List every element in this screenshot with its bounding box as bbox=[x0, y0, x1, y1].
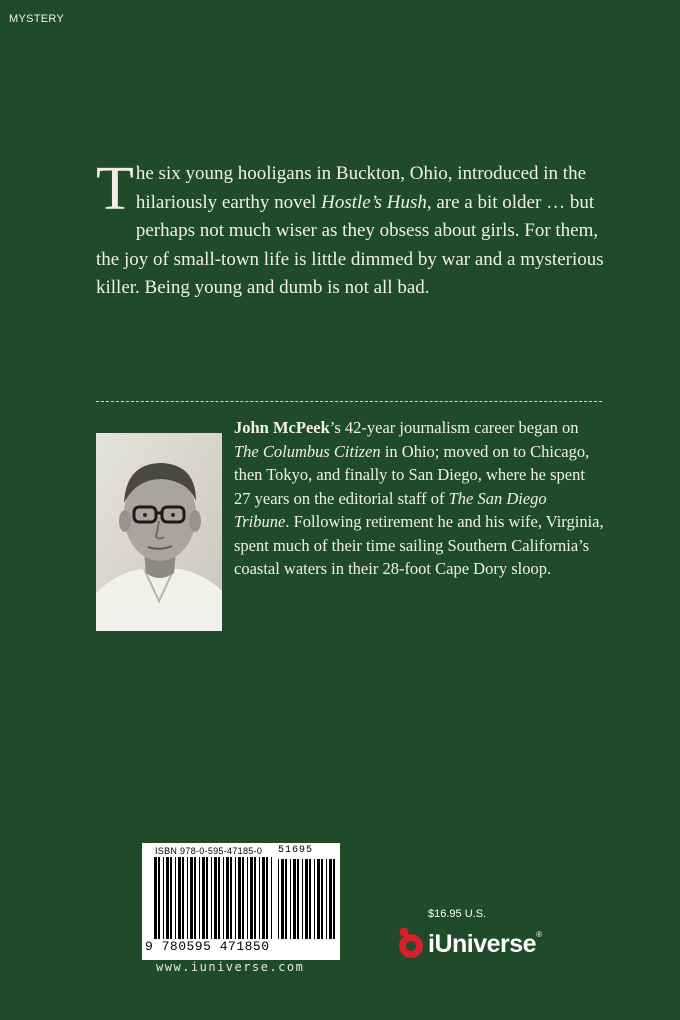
registered-mark: ® bbox=[536, 930, 542, 939]
publisher-logo bbox=[394, 926, 564, 962]
bio-text-part-2: in Ohio; moved on to Chicago, then Tokyo, and finally to San Diego, where he spent 27 years on the editorial staff of bbox=[234, 441, 590, 508]
barcode-bar bbox=[238, 857, 241, 939]
barcode-bar bbox=[278, 859, 279, 939]
genre-label: MYSTERY bbox=[9, 13, 65, 25]
publisher-url[interactable]: www.iuniverse.com bbox=[156, 960, 305, 974]
publisher-name bbox=[428, 930, 541, 959]
barcode-bar bbox=[211, 857, 212, 939]
barcode-bar bbox=[321, 859, 323, 939]
barcode-bar bbox=[305, 859, 308, 939]
barcode-bar bbox=[154, 857, 157, 939]
barcode-price-code: 51695 bbox=[278, 845, 314, 856]
barcode-bar bbox=[254, 857, 256, 939]
blurb-book-title: Hostle’s Hush bbox=[321, 191, 427, 213]
blurb-text-part-2: , are a bit older … but perhaps not much wiser as they obsess about girls. For them, the joy of small-town life is little dimmed by war and a mysterious killer. Being young and dumb is not all bad. bbox=[96, 191, 604, 298]
barcode-bar bbox=[242, 857, 244, 939]
bio-newspaper-1: The Columbus Citizen bbox=[234, 441, 381, 461]
bio-text-part-3: . Following retirement he and his wife, Virginia, spent much of their time sailing Southern California’s coastal waters in their 28-foot Cape Dory sloop. bbox=[234, 512, 604, 578]
barcode-bar bbox=[247, 857, 248, 939]
barcode-bar bbox=[281, 859, 284, 939]
barcode-bar bbox=[266, 857, 268, 939]
barcode-number: 9 780595 471850 bbox=[145, 939, 270, 954]
bio-text-part-1: ’s 42-year journalism career began on bbox=[329, 418, 579, 437]
barcode-bar bbox=[194, 857, 196, 939]
barcode-bar bbox=[302, 859, 303, 939]
barcode-bar bbox=[250, 857, 253, 939]
author-name: John McPeek bbox=[234, 418, 330, 437]
barcode-bar bbox=[235, 857, 236, 939]
barcode-bar bbox=[218, 857, 220, 939]
barcode-bar bbox=[166, 857, 169, 939]
barcode-bar bbox=[262, 857, 265, 939]
barcode-bar bbox=[326, 859, 327, 939]
barcode-bar bbox=[297, 859, 299, 939]
barcode-bar bbox=[293, 859, 296, 939]
barcode-bar bbox=[285, 859, 287, 939]
barcode-bar bbox=[182, 857, 184, 939]
barcode-bar bbox=[329, 859, 332, 939]
barcode-bar bbox=[187, 857, 188, 939]
isbn-label: ISBN 978-0-595-47185-0 bbox=[155, 846, 263, 856]
barcode-bar bbox=[190, 857, 193, 939]
blurb-dropcap: T bbox=[96, 155, 134, 223]
barcode-bar bbox=[163, 857, 164, 939]
author-photo bbox=[96, 433, 222, 631]
barcode-bar bbox=[223, 857, 224, 939]
barcode-bar bbox=[214, 857, 217, 939]
author-bio bbox=[234, 416, 604, 581]
barcode-bar bbox=[226, 857, 229, 939]
book-blurb bbox=[96, 155, 616, 303]
iuniverse-logo-icon bbox=[394, 926, 428, 962]
bio-newspaper-2: The San Diego Tribune bbox=[234, 488, 547, 531]
barcode-bar bbox=[309, 859, 311, 939]
barcode-bar bbox=[199, 857, 200, 939]
dashed-divider bbox=[96, 401, 602, 402]
barcode-bar bbox=[317, 859, 320, 939]
author-portrait-illustration bbox=[96, 433, 222, 631]
publisher-name-text: iUniverse bbox=[428, 930, 537, 958]
barcode-bar bbox=[333, 859, 335, 939]
barcode-bar bbox=[158, 857, 160, 939]
barcode-bar bbox=[206, 857, 208, 939]
isbn-barcode bbox=[142, 843, 340, 960]
barcode-bar bbox=[259, 857, 260, 939]
barcode-bar bbox=[271, 857, 272, 939]
barcode-bar bbox=[290, 859, 291, 939]
barcode-bar bbox=[170, 857, 172, 939]
barcode-bar bbox=[175, 857, 176, 939]
blurb-text-part-1: he six young hooligans in Buckton, Ohio, introduced in the hilariously earthy novel bbox=[135, 163, 587, 213]
barcode-bar bbox=[230, 857, 232, 939]
barcode-bar bbox=[202, 857, 205, 939]
barcode-bar bbox=[178, 857, 181, 939]
barcode-bar bbox=[314, 859, 315, 939]
book-price: $16.95 U.S. bbox=[428, 908, 487, 920]
